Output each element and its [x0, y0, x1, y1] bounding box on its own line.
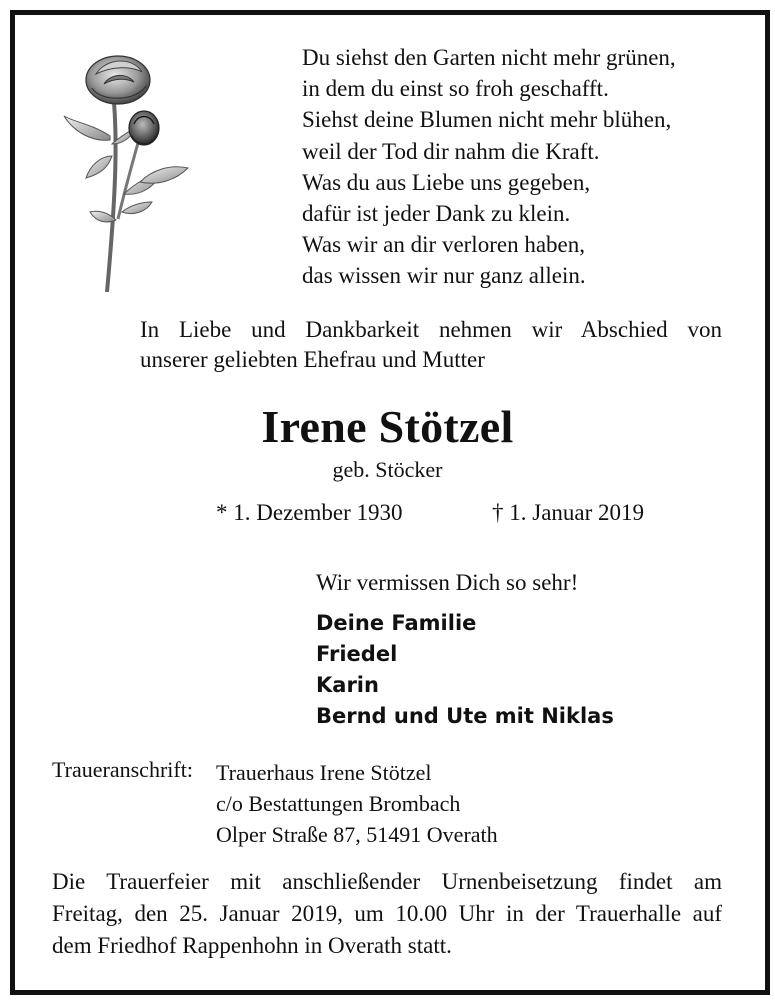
- deceased-name: Irene Stötzel: [261, 401, 514, 452]
- service-line: dem Friedhof Rappenhohn in Overath statt.: [52, 933, 452, 958]
- mourning-address: [216, 757, 498, 850]
- poem-line: dafür ist jeder Dank zu klein.: [302, 201, 571, 227]
- poem-line: in dem du einst so froh geschafft.: [302, 76, 609, 102]
- address-line: Trauerhaus Irene Stötzel: [216, 760, 432, 785]
- birth-date: * 1. Dezember 1930: [216, 500, 403, 525]
- death-date: † 1. Januar 2019: [492, 500, 645, 525]
- rose-icon: [52, 44, 202, 304]
- family-member: Friedel: [316, 642, 398, 666]
- poem-line: weil der Tod dir nahm die Kraft.: [302, 138, 600, 164]
- family-member: Karin: [316, 673, 379, 697]
- birth-name: geb. Stöcker: [332, 457, 443, 482]
- poem: [302, 42, 732, 292]
- intro-line: In Liebe und Dankbarkeit nehmen wir Abschied von: [140, 317, 722, 342]
- poem-line: Was wir an dir verloren haben,: [302, 232, 585, 258]
- family-signatures: [316, 608, 614, 732]
- address-line: Olper Straße 87, 51491 Overath: [216, 822, 498, 847]
- miss-you-line: Wir vermissen Dich so sehr!: [316, 570, 579, 595]
- poem-line: das wissen wir nur ganz allein.: [302, 263, 586, 289]
- intro-line: unserer geliebten Ehefrau und Mutter: [140, 347, 485, 372]
- service-line: Die Trauerfeier mit anschließender Urnenbeisetzung findet am: [52, 869, 722, 894]
- poem-line: Du siehst den Garten nicht mehr grünen,: [302, 45, 676, 70]
- funeral-service-info: [52, 866, 722, 962]
- service-line: Freitag, den 25. Januar 2019, um 10.00 Uhr in der Trauerhalle auf: [52, 901, 722, 926]
- family-member: Bernd und Ute mit Niklas: [316, 704, 614, 728]
- poem-line: Siehst deine Blumen nicht mehr blühen,: [302, 107, 672, 133]
- address-line: c/o Bestattungen Brombach: [216, 791, 461, 816]
- address-label: Traueranschrift:: [52, 757, 193, 782]
- poem-line: Was du aus Liebe uns gegeben,: [302, 169, 591, 195]
- farewell-intro: [140, 315, 722, 375]
- family-member: Deine Familie: [316, 611, 477, 635]
